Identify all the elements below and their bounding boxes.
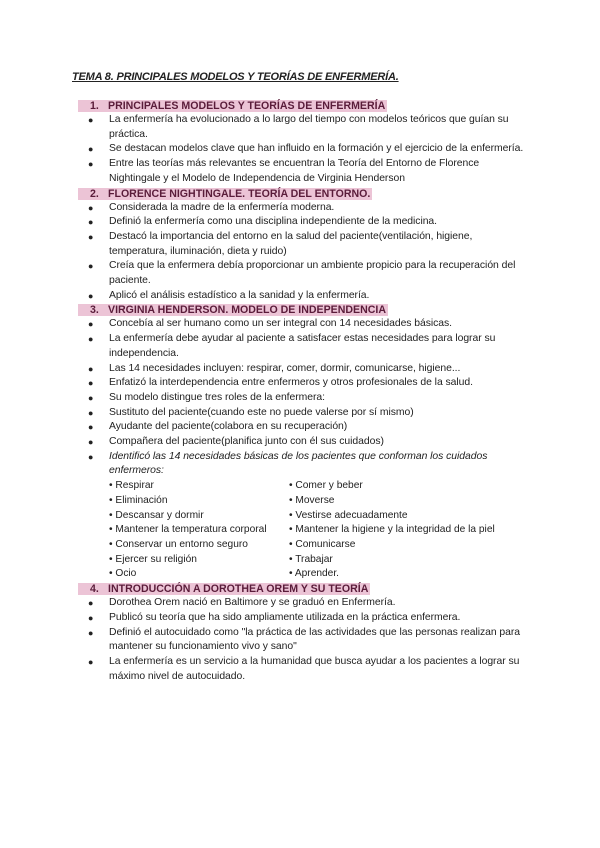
bullet-icon: ● [88, 656, 94, 667]
list-item: ● Compañera del paciente(planifica junto con él sus cuidados) [78, 435, 528, 450]
needs-column-right [289, 479, 495, 582]
list-item: ● Ayudante del paciente(colabora en su recuperación) [78, 420, 528, 435]
list-item: ● Enfatizó la interdependencia entre enfermeros y otros profesionales de la salud. [78, 376, 528, 391]
bullet-icon: ● [88, 437, 94, 448]
bullet-icon: ● [88, 290, 94, 301]
need-item: • Mantener la higiene y la integridad de la piel [289, 524, 495, 536]
section-heading-3 [78, 303, 528, 317]
list-item: ● Aplicó el análisis estadístico a la sanidad y la enfermería. [78, 289, 528, 304]
section-number: 1. [90, 100, 99, 112]
need-item: • Respirar [109, 480, 154, 492]
document-title: TEMA 8. PRINCIPALES MODELOS Y TEORÍAS DE ENFERMERÍA. [72, 71, 399, 83]
bullet-icon: ● [88, 202, 94, 213]
need-item: • Trabajar [289, 553, 333, 565]
bullet-icon: ● [88, 392, 94, 403]
list-item: ● Creía que la enfermera debía proporcionar un ambiente propicio para la recuperación del paciente. [88, 260, 516, 287]
bullet-icon: ● [88, 319, 94, 330]
document-body [78, 99, 528, 684]
list-item: ● Entre las teorías más relevantes se encuentran la Teoría del Entorno de Florence Nightingale y el Modelo de Independencia de Virginia Henderson [88, 158, 480, 184]
need-item: • Aprender. [289, 568, 340, 580]
bullet-icon: ● [88, 407, 94, 418]
list-item: ● La enfermería es un servicio a la humanidad que busca ayudar a los pacientes a lograr su máximo nivel de autocuidado. [88, 655, 520, 682]
list-item: ● Considerada la madre de la enfermería moderna. [78, 201, 528, 216]
need-item: • Comunicarse [289, 538, 356, 550]
list-item: ● Se destacan modelos clave que han influido en la formación y el ejercicio de la enfermería. [78, 142, 528, 157]
list-item: ● Definió el autocuidado como "la práctica de las actividades que las personas realizan para mantener su funcionamiento vivo y sano" [88, 626, 521, 653]
bullet-icon: ● [88, 422, 94, 433]
section-number: 4. [90, 583, 99, 596]
bullet-icon: ● [88, 144, 94, 155]
list-item: ● La enfermería ha evolucionado a lo largo del tiempo con modelos teóricos que guían su práctica. [88, 114, 509, 140]
bullet-icon: ● [88, 451, 94, 462]
list-item: ● Destacó la importancia del entorno en la salud del paciente(ventilación, higiene, temperatura, iluminación, dieta y ruido) [88, 230, 473, 257]
need-item: • Ocio [109, 568, 137, 580]
need-item: • Eliminación [109, 494, 168, 506]
list-item: ● Dorothea Orem nació en Baltimore y se graduó en Enfermería. [78, 596, 528, 611]
bullet-icon: ● [88, 363, 94, 374]
section-number: 2. [90, 187, 99, 200]
bullet-icon: ● [88, 115, 94, 125]
section-heading-1 [78, 99, 528, 113]
section-title: VIRGINIA HENDERSON. MODELO DE INDEPENDENCIA [108, 304, 387, 317]
section-heading-2 [78, 187, 528, 201]
list-item: ● Su modelo distingue tres roles de la enfermera: [78, 391, 528, 406]
list-item: ● La enfermería debe ayudar al paciente a satisfacer estas necesidades para lograr su independencia. [88, 333, 496, 359]
section-number: 3. [90, 304, 99, 317]
list-item: ● Las 14 necesidades incluyen: respirar, comer, dormir, comunicarse, higiene... [78, 362, 528, 377]
section-title: INTRODUCCIÓN A DOROTHEA OREM Y SU TEORÍA [108, 583, 369, 596]
list-item-italic: ● Identificó las 14 necesidades básicas de los pacientes que conforman los cuidados enfermeros: [88, 450, 488, 477]
bullet-icon: ● [88, 231, 94, 242]
needs-column-left [109, 479, 267, 582]
needs-list [109, 479, 528, 582]
need-item: • Descansar y dormir [109, 509, 204, 521]
bullet-icon: ● [88, 378, 94, 389]
list-item: ● Concebía al ser humano como un ser integral con 14 necesidades básicas. [78, 317, 528, 332]
section-title: FLORENCE NIGHTINGALE. TEORÍA DEL ENTORNO. [108, 187, 371, 200]
need-item: • Ejercer su religión [109, 553, 197, 565]
bullet-icon: ● [88, 334, 94, 345]
bullet-icon: ● [88, 217, 94, 228]
list-item: ● Definió la enfermería como una disciplina independiente de la medicina. [78, 215, 528, 230]
section-title: PRINCIPALES MODELOS Y TEORÍAS DE ENFERMERÍA [108, 100, 386, 112]
bullet-icon: ● [88, 612, 94, 623]
bullet-icon: ● [88, 598, 94, 609]
section-heading-4 [78, 582, 528, 596]
need-item: • Comer y beber [289, 480, 363, 492]
list-item: ● Sustituto del paciente(cuando este no puede valerse por sí mismo) [78, 406, 528, 421]
bullet-icon: ● [88, 627, 94, 638]
list-item: ● Publicó su teoría que ha sido ampliamente utilizada en la práctica enfermera. [78, 611, 528, 626]
need-item: • Vestirse adecuadamente [289, 509, 408, 521]
need-item: • Conservar un entorno seguro [109, 538, 248, 550]
need-item: • Moverse [289, 494, 335, 506]
bullet-icon: ● [88, 261, 94, 272]
bullet-icon: ● [88, 159, 94, 170]
need-item: • Mantener la temperatura corporal [109, 524, 267, 536]
